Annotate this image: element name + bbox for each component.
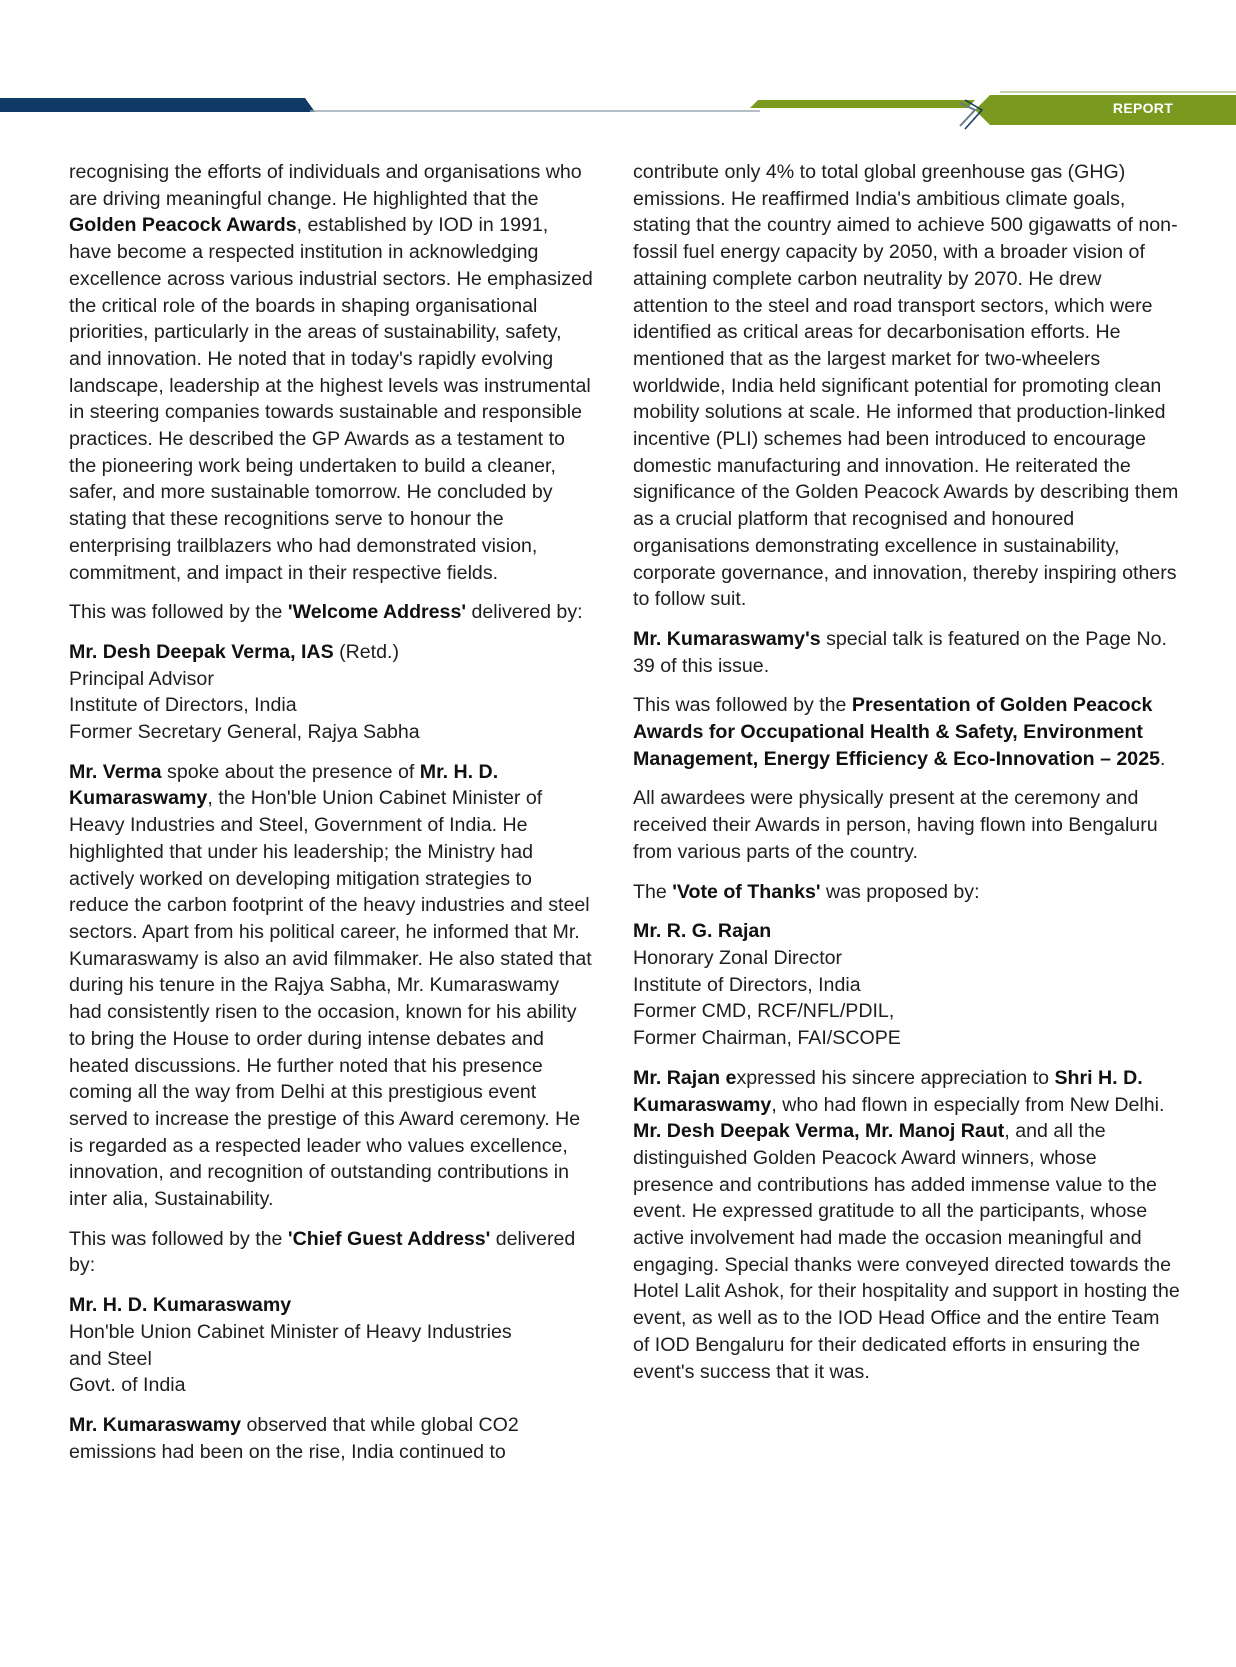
speaker-org: Govt. of India (69, 1374, 186, 1397)
paragraph: contribute only 4% to total global greenhouse gas (GHG) emissions. He reaffirmed India's ambitious climate goals, stating that the country aimed to achieve 500 gigawatts of non-fossil fuel energy capacity by 2050, with a broader vision of attaining complete carbon neutrality by 2070. He drew attention to the steel and road transport sectors, which were identified as critical areas for decarbonisation efforts. He mentioned that as the largest market for two-wheelers worldwide, India held significant potential for promoting clean mobility solutions at scale. He informed that production-linked incentive (PLI) schemes had been introduced to encourage domestic manufacturing and innovation. He reiterated the significance of the Golden Peacock Awards by describing them as a crucial platform that recognised and honoured organisations demonstrating excellence in sustainability, corporate governance, and innovation, thereby inspiring others to follow suit. (633, 161, 1179, 611)
paragraph: Mr. Kumaraswamy's special talk is featured on the Page No. 39 of this issue. (633, 627, 1167, 677)
paragraph: All awardees were physically present at the ceremony and received their Awards in person, having flown into Bengaluru from various parts of the country. (633, 787, 1158, 863)
speaker-title-cont: and Steel (69, 1347, 152, 1370)
paragraph: This was followed by the 'Chief Guest Address' delivered by: (69, 1227, 576, 1277)
speaker-name: Mr. Desh Deepak Verma, IAS (69, 640, 334, 663)
speaker-name: Mr. H. D. Kumaraswamy (69, 1294, 292, 1317)
speaker-former-role: Former CMD, RCF/NFL/PDIL, (633, 1000, 895, 1023)
speaker-org: Institute of Directors, India (633, 973, 861, 996)
paragraph: Mr. Rajan expressed his sincere appreciation to Shri H. D. Kumaraswamy, who had flown in especially from New Delhi. Mr. Desh Deepak Verma, Mr. Manoj Raut, and all the distinguished Golden Peacock Award winners, whose presence and contributions has added immense value to the event. He expressed gratitude to all the participants, whose active involvement had made the occasion meaningful and engaging. Special thanks were conveyed directed towards the Hotel Lalit Ashok, for their hospitality and support in hosting the event, as well as to the IOD Head Office and the entire Team of IOD Bengaluru for their dedicated efforts in ensuring the event's success that it was. (633, 1066, 1180, 1383)
speaker-block (633, 918, 1181, 1052)
speaker-title: Honorary Zonal Director (633, 946, 843, 969)
speaker-org: Institute of Directors, India (69, 694, 297, 717)
section-label: REPORT (1112, 100, 1174, 116)
speaker-former-role: Former Chairman, FAI/SCOPE (633, 1027, 901, 1050)
speaker-former-role: Former Secretary General, Rajya Sabha (69, 721, 420, 744)
speaker-block: Mr. Desh Deepak Verma, IAS (Retd.) Principal Advisor Institute of Directors, India Former Secretary General, Rajya Sabha (69, 639, 594, 746)
paragraph: This was followed by the Presentation of Golden Peacock Awards for Occupational Health & Safety, Environment Management, Energy Efficiency & Eco-Innovation – 2025. (633, 694, 1166, 770)
speaker-title: Hon'ble Union Cabinet Minister of Heavy Industries (69, 1320, 512, 1343)
right-column (633, 159, 1181, 1398)
header-band (0, 0, 1236, 135)
paragraph: Mr. Kumaraswamy observed that while global CO2 emissions had been on the rise, India continued to (69, 1413, 519, 1463)
paragraph: recognising the efforts of individuals and organisations who are driving meaningful change. He highlighted that the Golden Peacock Awards, established by IOD in 1991, have become a respected institution in acknowledging excellence across various industrial sectors. He emphasized the critical role of the boards in shaping organisational priorities, particularly in the areas of sustainability, safety, and innovation. He noted that in today's rapidly evolving landscape, leadership at the highest levels was instrumental in steering companies towards sustainable and responsible practices. He described the GP Awards as a testament to the pioneering work being undertaken to build a cleaner, safer, and more sustainable tomorrow. He concluded by stating that these recognitions serve to honour the enterprising trailblazers who had demonstrated vision, commitment, and impact in their respective fields. (69, 161, 593, 584)
speaker-name: Mr. R. G. Rajan (633, 920, 772, 943)
left-column (69, 159, 594, 1478)
paragraph: The 'Vote of Thanks' was proposed by: (633, 880, 980, 903)
speaker-block (69, 1292, 594, 1399)
speaker-title: Principal Advisor (69, 667, 214, 690)
paragraph: This was followed by the 'Welcome Address' delivered by: (69, 601, 583, 624)
paragraph: Mr. Verma spoke about the presence of Mr. H. D. Kumaraswamy, the Hon'ble Union Cabinet Minister of Heavy Industries and Steel, Government of India. He highlighted that under his leadership; the Ministry had actively worked on developing mitigation strategies to reduce the carbon footprint of the heavy industries and steel sectors. Apart from his political career, he informed that Mr. Kumaraswamy is also an avid filmmaker. He also stated that during his tenure in the Rajya Sabha, Mr. Kumaraswamy had consistently risen to the occasion, known for his ability to bring the House to order during intense debates and heated discussions. He further noted that his presence coming all the way from Delhi at this prestigious event served to increase the prestige of this Award ceremony. He is regarded as a respected leader who values excellence, innovation, and recognition of outstanding contributions in inter alia, Sustainability. (69, 760, 592, 1211)
